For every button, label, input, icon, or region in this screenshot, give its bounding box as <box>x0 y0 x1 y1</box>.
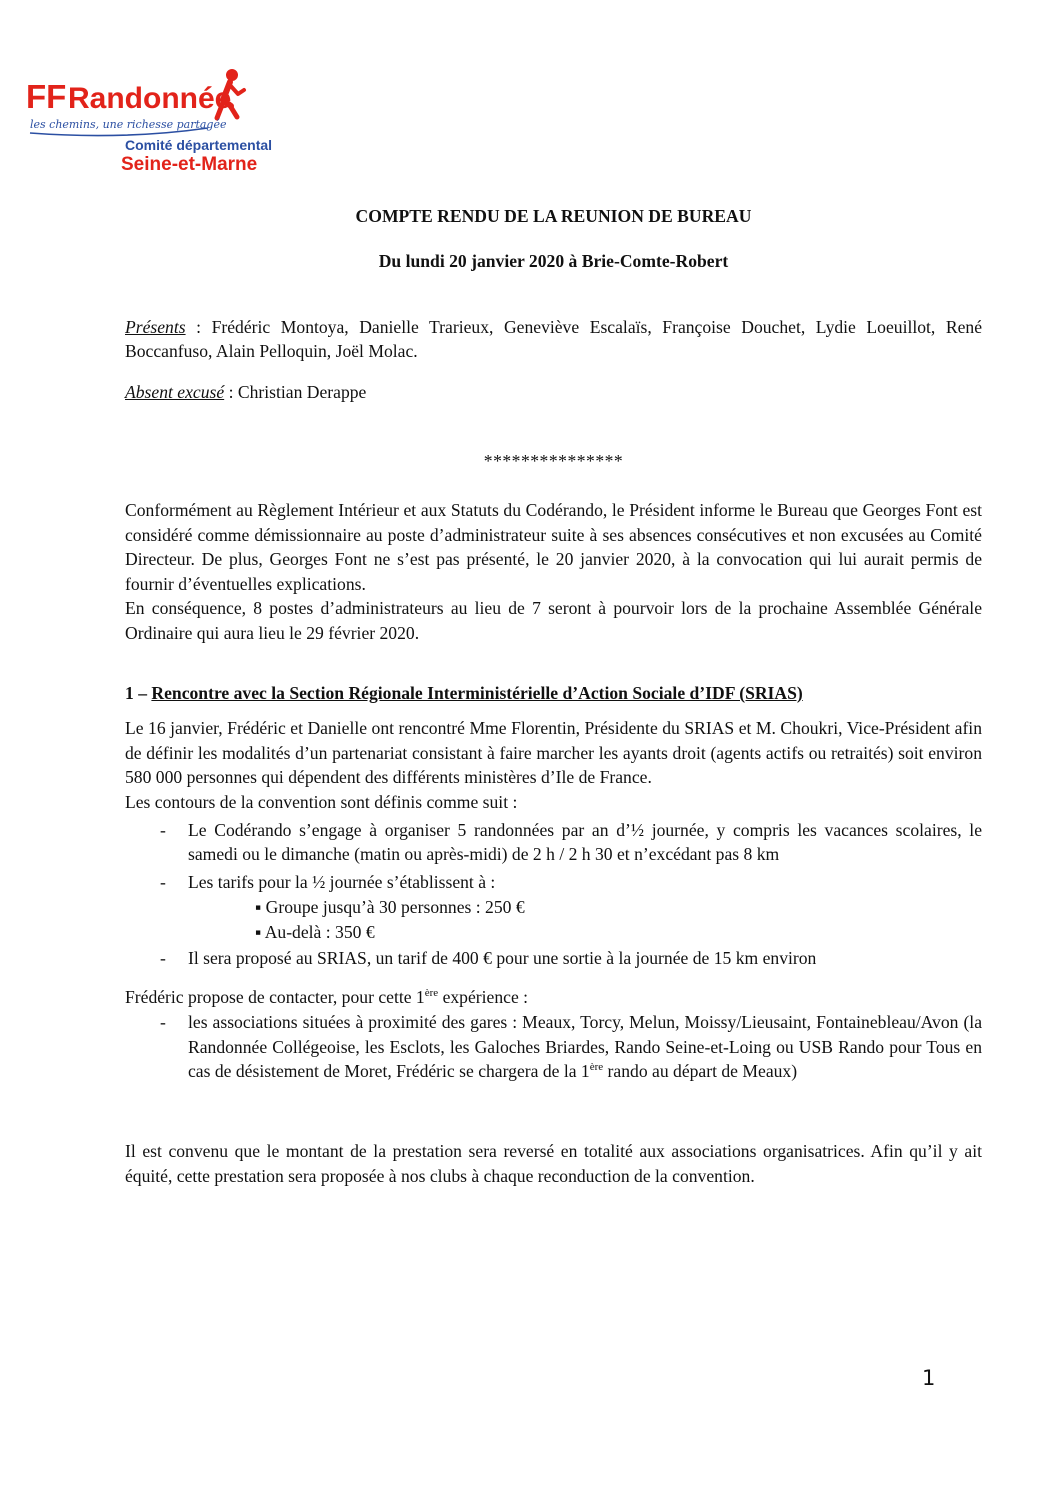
absent-paragraph <box>125 380 982 404</box>
document-subtitle: Du lundi 20 janvier 2020 à Brie-Comte-Robert <box>378 251 729 271</box>
list-item-text-a: les associations situées à proximité des gares : Meaux, Torcy, Melun, Moissy/Lieusaint, Fontainebleau/Avon (la Randonnée Collégeoise, les Esclots, les Galoches Briardes, Rando Seine-et-Loing ou USB Rando pour Tous en cas de désistement de Moret, Frédéric se chargera de la 1 <box>188 1012 982 1081</box>
logo-brand: Randonnée <box>68 82 232 115</box>
paragraph-3-text-b: expérience : <box>438 987 529 1007</box>
absent-label: Absent excusé <box>125 382 225 402</box>
dash-marker: - <box>160 948 166 968</box>
section-1-paragraph-3 <box>125 985 982 1009</box>
separator-stars: *************** <box>483 451 624 471</box>
dash-marker: - <box>160 1012 166 1032</box>
list-item-text <box>188 1010 982 1084</box>
intro-paragraph-2: En conséquence, 8 postes d’administrateurs au lieu de 7 seront à pourvoir lors de la prochaine Assemblée Générale Ordinaire qui aura lieu le 29 février 2020. <box>125 598 982 643</box>
dash-marker: - <box>160 872 166 892</box>
list-item-text: Il sera proposé au SRIAS, un tarif de 400 € pour une sortie à la journée de 15 km environ <box>188 948 817 968</box>
section-1-paragraph-2: Les contours de la convention sont définis comme suit : <box>125 791 518 812</box>
list-item-superscript: ère <box>589 1061 604 1074</box>
section-1-title: Rencontre avec la Section Régionale Interministérielle d’Action Sociale d’IDF (SRIAS) <box>151 683 803 703</box>
list-item <box>160 818 982 866</box>
list-item-text: Les tarifs pour la ½ journée s’établissent à : <box>188 872 496 892</box>
list-item-text: Le Codérando s’engage à organiser 5 randonnées par an d’½ journée, y compris les vacances scolaires, le samedi ou le dimanche (matin ou après-midi) de 2 h / 2 h 30 et n’excédant pas 8 km <box>188 820 982 864</box>
sub-list-item-text: Au-delà : 350 € <box>264 922 375 942</box>
intro-section <box>125 498 982 645</box>
sub-list-item <box>255 895 525 919</box>
logo-brand-prefix: FF <box>26 78 67 115</box>
section-1-body <box>125 716 982 814</box>
list-item <box>160 1010 982 1084</box>
intro-paragraph-1: Conformément au Règlement Intérieur et aux Statuts du Codérando, le Président informe le Bureau que Georges Font est considéré comme démissionnaire au poste d’administrateur suite à ses absences consécutives et non excusées au Comité Directeur. De plus, Georges Font ne s’est pas présenté, le 20 janvier 2020, à la convocation qui lui aurait permis de fournir d’éventuelles explications. <box>125 500 982 594</box>
list-item <box>160 870 982 894</box>
sub-list-item <box>255 920 375 944</box>
section-1-number: 1 – <box>125 683 152 703</box>
absent-separator: : <box>224 382 238 402</box>
dash-marker: - <box>160 820 166 840</box>
square-bullet: ▪ <box>255 897 262 917</box>
absent-names: Christian Derappe <box>237 382 367 402</box>
presents-label: Présents <box>125 317 186 337</box>
logo-region: Seine-et-Marne <box>121 154 258 175</box>
square-bullet: ▪ <box>255 922 262 942</box>
paragraph-3-superscript: ère <box>424 987 439 1000</box>
document-title: COMPTE RENDU DE LA REUNION DE BUREAU <box>355 206 752 226</box>
paragraph-4-text: Il est convenu que le montant de la prestation sera reversé en totalité aux associations organisatrices. Afin qu’il y ait équité, cette prestation sera proposée à nos clubs à chaque reconduction de la convention. <box>125 1141 982 1186</box>
presents-paragraph <box>125 315 982 363</box>
list-item-text-b: rando au départ de Meaux) <box>603 1061 798 1081</box>
logo-committee: Comité départemental <box>125 137 273 153</box>
section-1-paragraph-4 <box>125 1139 982 1188</box>
section-1-heading <box>125 681 982 705</box>
presents-names: Frédéric Montoya, Danielle Trarieux, Geneviève Escalaïs, Françoise Douchet, Lydie Loeuillot, René Boccanfuso, Alain Pelloquin, Joël Molac. <box>125 317 983 361</box>
page-number: 1 <box>922 1366 936 1390</box>
ffrandonnee-logo <box>24 66 273 176</box>
paragraph-3-text-a: Frédéric propose de contacter, pour cette 1 <box>125 987 425 1007</box>
list-item <box>160 946 982 970</box>
section-1-paragraph-1: Le 16 janvier, Frédéric et Danielle ont rencontré Mme Florentin, Présidente du SRIAS et M. Choukri, Vice-Président afin de définir les modalités d’un partenariat consistant à faire marcher les ayants droit (agents actifs ou retraités) soit environ 580 000 personnes qui dépendent des différents ministères d’Ile de France. <box>125 718 982 787</box>
logo-tagline: les chemins, une richesse partagée <box>30 118 227 131</box>
sub-list-item-text: Groupe jusqu’à 30 personnes : 250 € <box>265 897 525 917</box>
logo-graphic <box>24 66 273 176</box>
presents-separator: : <box>185 317 212 337</box>
